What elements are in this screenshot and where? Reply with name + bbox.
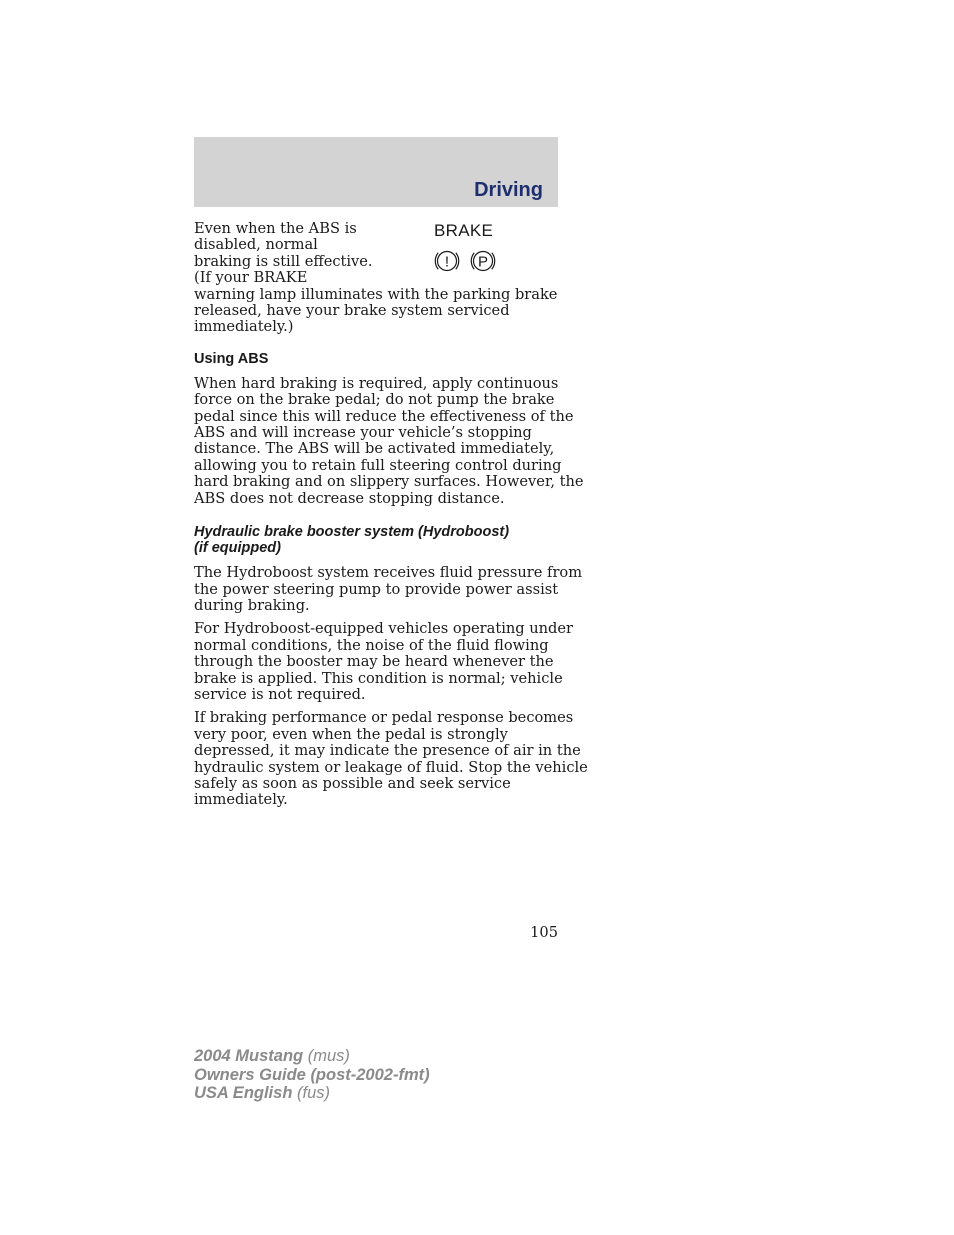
brake-lamp-label: BRAKE bbox=[434, 221, 494, 240]
document-footer bbox=[194, 1047, 430, 1103]
brake-warning-lamp-icon bbox=[432, 223, 502, 277]
using-abs-heading: Using ABS bbox=[194, 350, 269, 367]
page-content bbox=[194, 220, 588, 816]
parking-p-symbol: P bbox=[477, 253, 489, 271]
exclamation-symbol: ! bbox=[444, 253, 450, 271]
hydroboost-paragraph-1: The Hydroboost system receives fluid pressure from the power steering pump to provide power assist during braking. bbox=[194, 564, 583, 614]
section-header-band bbox=[194, 137, 558, 207]
footer-line-1: 2004 Mustang (mus) bbox=[194, 1047, 350, 1065]
page-number: 105 bbox=[530, 924, 558, 941]
footer-line-2: Owners Guide (post-2002-fmt) bbox=[194, 1065, 430, 1084]
using-abs-paragraph: When hard braking is required, apply continuous force on the brake pedal; do not pump the brake pedal since this will reduce the effectiveness of the ABS and will increase your vehicle’s stopping distance. The ABS will be activated immediately, allowing you to retain full steering control during hard braking and on slippery surfaces. However, the ABS does not decrease stopping distance. bbox=[194, 374, 584, 507]
brake-warning-paragraph: Even when the ABS is disabled, normal braking is still effective. (If your BRAKE warning lamp illuminates with the parking brake released, have your brake system serviced immediately.) bbox=[194, 220, 558, 336]
hydroboost-paragraph-3: If braking performance or pedal response becomes very poor, even when the pedal is strongly depressed, it may indicate the presence of air in the hydraulic system or leakage of fluid. Stop the vehicle safely as soon as possible and seek service immediately. bbox=[194, 709, 588, 809]
hydroboost-paragraph-2: For Hydroboost-equipped vehicles operating under normal conditions, the noise of the fluid flowing through the booster may be heard whenever the brake is applied. This condition is normal; vehicle service is not required. bbox=[194, 620, 574, 703]
brake-warning-block bbox=[194, 221, 560, 336]
footer-line-3: USA English (fus) bbox=[194, 1084, 330, 1102]
brake-lamp-symbols-icon bbox=[432, 247, 502, 277]
hydroboost-heading: Hydraulic brake booster system (Hydroboost) (if equipped) bbox=[194, 524, 510, 557]
section-title: Driving bbox=[474, 179, 543, 201]
